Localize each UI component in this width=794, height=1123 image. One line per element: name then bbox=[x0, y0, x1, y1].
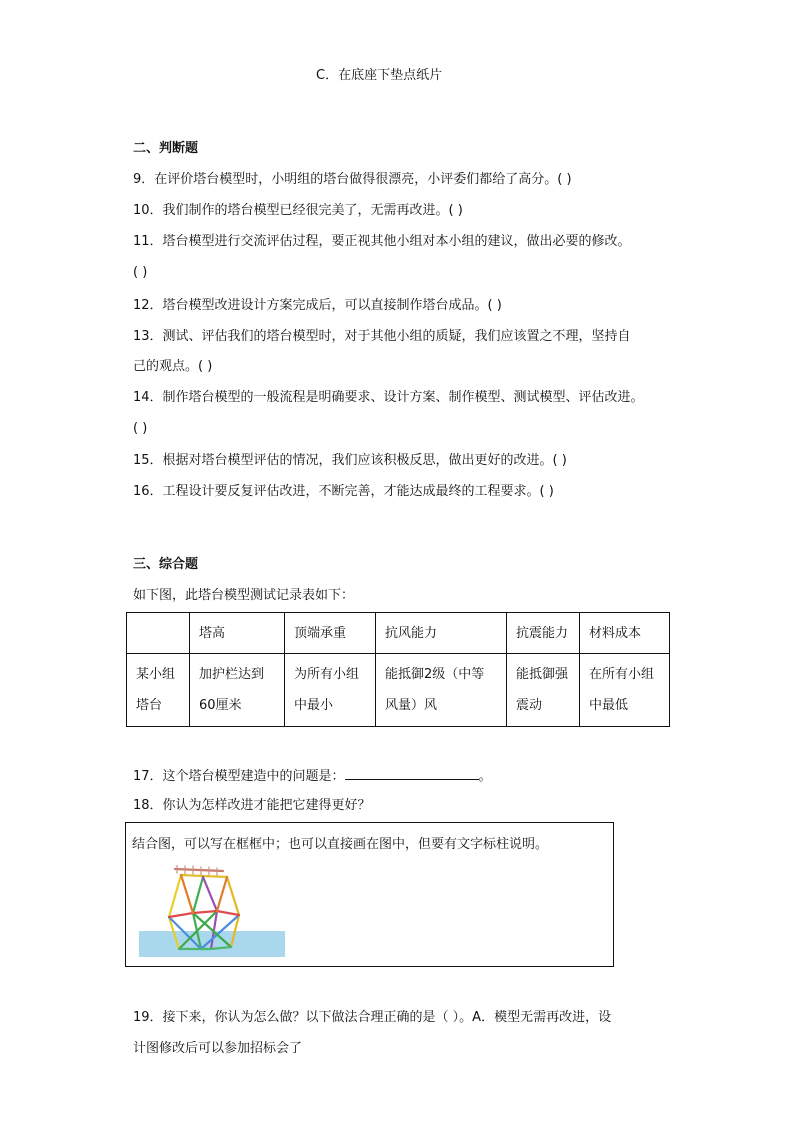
table-cell: 在所有小组 中最低 bbox=[580, 654, 670, 727]
answer-blank[interactable] bbox=[345, 765, 479, 780]
question-9: 9．在评价塔台模型时，小明组的塔台做得很漂亮，小评委们都给了高分。( ) bbox=[133, 172, 572, 187]
table-cell: 能抵御2级（中等 风量）风 bbox=[376, 654, 507, 727]
question-18: 18．你认为怎样改进才能把它建得更好？ bbox=[133, 798, 371, 813]
question-16: 16．工程设计要反复评估改进，不断完善，才能达成最终的工程要求。( ) bbox=[133, 484, 554, 499]
question-12: 12．塔台模型改进设计方案完成后，可以直接制作塔台成品。( ) bbox=[133, 298, 502, 313]
header-cell-wind: 抗风能力 bbox=[376, 613, 507, 654]
header-cell-height: 塔高 bbox=[190, 613, 285, 654]
table-cell: 加护栏达到 60厘米 bbox=[190, 654, 285, 727]
question-10: 10．我们制作的塔台模型已经很完美了，无需再改进。( ) bbox=[133, 203, 463, 218]
answer-box[interactable] bbox=[125, 822, 614, 967]
question-15: 15．根据对塔台模型评估的情况，我们应该积极反思，做出更好的改进。( ) bbox=[133, 453, 567, 468]
question-14-bracket: ( ) bbox=[133, 421, 148, 436]
table-header-row bbox=[127, 613, 670, 654]
answer-box-hint: 结合图，可以写在框框中；也可以直接画在图中，但要有文字标柱说明。 bbox=[132, 837, 549, 852]
section-judgement-title: 二、判断题 bbox=[133, 141, 199, 156]
question-17-text: 17．这个塔台模型建造中的问题是： bbox=[133, 769, 345, 784]
question-13: 13．测试、评估我们的塔台模型时，对于其他小组的质疑，我们应该置之不理，坚持自 bbox=[133, 329, 631, 344]
header-cell-cost: 材料成本 bbox=[580, 613, 670, 654]
question-13-cont: 己的观点。( ) bbox=[133, 359, 213, 374]
option-c: C．在底座下垫点纸片 bbox=[316, 68, 443, 83]
question-11-bracket: ( ) bbox=[133, 265, 148, 280]
table-cell: 为所有小组 中最小 bbox=[285, 654, 376, 727]
header-cell-quake: 抗震能力 bbox=[507, 613, 580, 654]
question-11: 11．塔台模型进行交流评估过程，要正视其他小组对本小组的建议，做出必要的修改。 bbox=[133, 234, 631, 249]
tower-model-illustration-icon bbox=[139, 865, 285, 959]
table-row bbox=[127, 654, 670, 727]
test-record-table bbox=[126, 612, 670, 727]
header-cell-empty bbox=[127, 613, 190, 654]
question-19-cont: 计图修改后可以参加招标会了 bbox=[133, 1041, 303, 1056]
header-cell-top-load: 顶端承重 bbox=[285, 613, 376, 654]
table-cell: 某小组 塔台 bbox=[127, 654, 190, 727]
question-14: 14．制作塔台模型的一般流程是明确要求、设计方案、制作模型、测试模型、评估改进。 bbox=[133, 390, 644, 405]
table-intro: 如下图，此塔台模型测试记录表如下： bbox=[133, 588, 355, 603]
section-comprehensive-title: 三、综合题 bbox=[133, 557, 199, 572]
question-17 bbox=[133, 765, 492, 787]
question-17-end: 。 bbox=[478, 769, 492, 784]
question-19: 19．接下来，你认为怎么做？以下做法合理正确的是（ ）。A．模型无需再改进，设 bbox=[133, 1010, 612, 1025]
table-cell: 能抵御强 震动 bbox=[507, 654, 580, 727]
